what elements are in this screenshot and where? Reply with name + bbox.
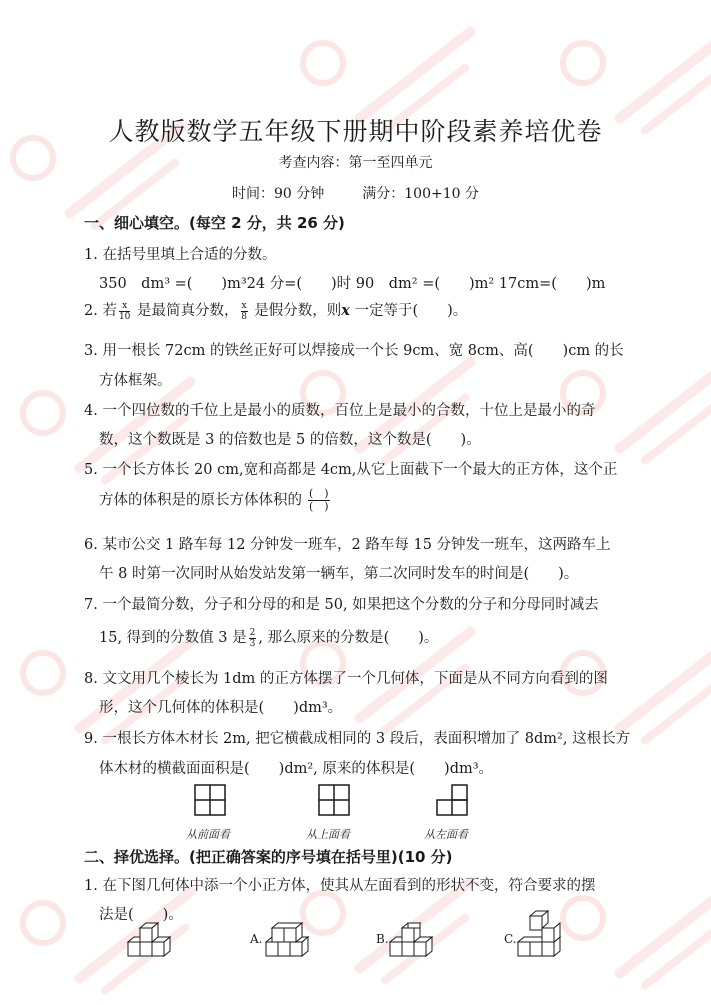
question-2: 2. 若 $\frac{x}{10}$ 是最简真分数， $\frac{x}{8}$ 是假分数，则x 一定等于( )。 bbox=[84, 300, 468, 322]
base-solid-figure bbox=[126, 920, 176, 960]
fraction: $\frac{2}{3}$ bbox=[249, 627, 256, 649]
question-6-line-2: 午 8 时第一次同时从始发站发第一辆车，第二次同时发车的时间是( )。 bbox=[99, 566, 579, 582]
watermark-logo bbox=[20, 900, 66, 946]
front-view-figure bbox=[194, 784, 226, 816]
question-8-line-2: 形，这个几何体的体积是( )dm³。 bbox=[99, 700, 343, 716]
question-1: 1. 在括号里填上合适的分数。 bbox=[84, 247, 277, 263]
question-4-line-1: 4. 一个四位数的千位上是最小的质数，百位上是最小的合数，十位上是最小的奇 bbox=[84, 403, 596, 419]
fraction: $\frac{x}{10}$ bbox=[118, 300, 131, 322]
exam-scope: 考查内容：第一至四单元 bbox=[278, 155, 433, 171]
section-2-question-1-line-1: 1. 在下图几何体中添一个小正方体，使其从左面看到的形状不变，符合要求的摆 bbox=[84, 878, 596, 894]
watermark-logo bbox=[560, 40, 606, 86]
question-4-line-2: 数，这个数既是 3 的倍数也是 5 的倍数，这个数是( )。 bbox=[99, 432, 481, 448]
question-1-blanks: 350 dm³ =( )m³24 分=( )时 90 dm² =( )m² 17cm=( )m bbox=[99, 276, 606, 292]
front-view-caption: 从前面看 bbox=[186, 828, 230, 841]
section-1-heading: 一、细心填空。(每空 2 分，共 26 分) bbox=[84, 214, 345, 232]
section-2-question-1-line-2: 法是( )。 bbox=[99, 907, 183, 923]
question-5-line-1: 5. 一个长方体长 20 cm,宽和高都是 4cm,从它上面截下一个最大的正方体，这个正 bbox=[84, 462, 618, 478]
top-view-caption: 从上面看 bbox=[306, 828, 350, 841]
option-a-figure bbox=[264, 914, 316, 960]
exam-time: 时间：90 分钟 bbox=[232, 186, 325, 202]
question-8-line-1: 8. 文文用几个棱长为 1dm 的正方体摆了一个几何体，下面是从不同方向看到的图 bbox=[84, 671, 608, 687]
option-b-label: B. bbox=[376, 932, 389, 946]
exam-info bbox=[0, 183, 711, 203]
watermark-logo bbox=[300, 40, 346, 86]
question-3-line-1: 3. 用一根长 72cm 的铁丝正好可以焊接成一个长 9cm、宽 8cm、高( )cm 的长 bbox=[84, 343, 624, 359]
question-9-line-2: 体木材的横截面面积是( )dm², 原来的体积是( )dm³。 bbox=[99, 761, 494, 777]
question-6-line-1: 6. 某市公交 1 路车每 12 分钟发一班车，2 路车每 15 分钟发一班车，这两路车上 bbox=[84, 537, 611, 553]
page-title: 人教版数学五年级下册期中阶段素养培优卷 bbox=[108, 117, 603, 146]
option-b-figure bbox=[388, 914, 440, 960]
question-7-line-1: 7. 一个最简分数，分子和分母的和是 50, 如果把这个分数的分子和分母同时减去 bbox=[84, 597, 599, 613]
question-7-line-2: 15, 得到的分数值 3 是 $\frac{2}{3}$ , 那么原来的分数是( )。 bbox=[99, 627, 439, 649]
watermark-logo bbox=[20, 650, 66, 696]
question-9-line-1: 9. 一根长方体木材长 2m, 把它横截成相同的 3 段后，表面积增加了 8dm², 这根长方 bbox=[84, 731, 631, 747]
left-view-figure bbox=[436, 784, 468, 816]
left-view-caption: 从左面看 bbox=[424, 828, 468, 841]
option-c-figure bbox=[516, 910, 572, 960]
exam-score: 满分：100+10 分 bbox=[362, 186, 479, 202]
section-2-heading: 二、择优选择。(把正确答案的序号填在括号里)(10 分) bbox=[84, 848, 453, 866]
question-3-line-2: 方体框架。 bbox=[99, 373, 172, 389]
option-c-label: C. bbox=[504, 932, 517, 946]
watermark-logo bbox=[20, 390, 66, 436]
fraction: $\frac{x}{8}$ bbox=[241, 300, 247, 322]
top-view-figure bbox=[318, 784, 350, 816]
question-5-line-2: 方体的体积是的原长方体体积的 $\frac{( )}{( )}$ bbox=[99, 487, 329, 513]
fraction: $\frac{( )}{( )}$ bbox=[309, 487, 329, 513]
option-a-label: A. bbox=[250, 932, 263, 946]
